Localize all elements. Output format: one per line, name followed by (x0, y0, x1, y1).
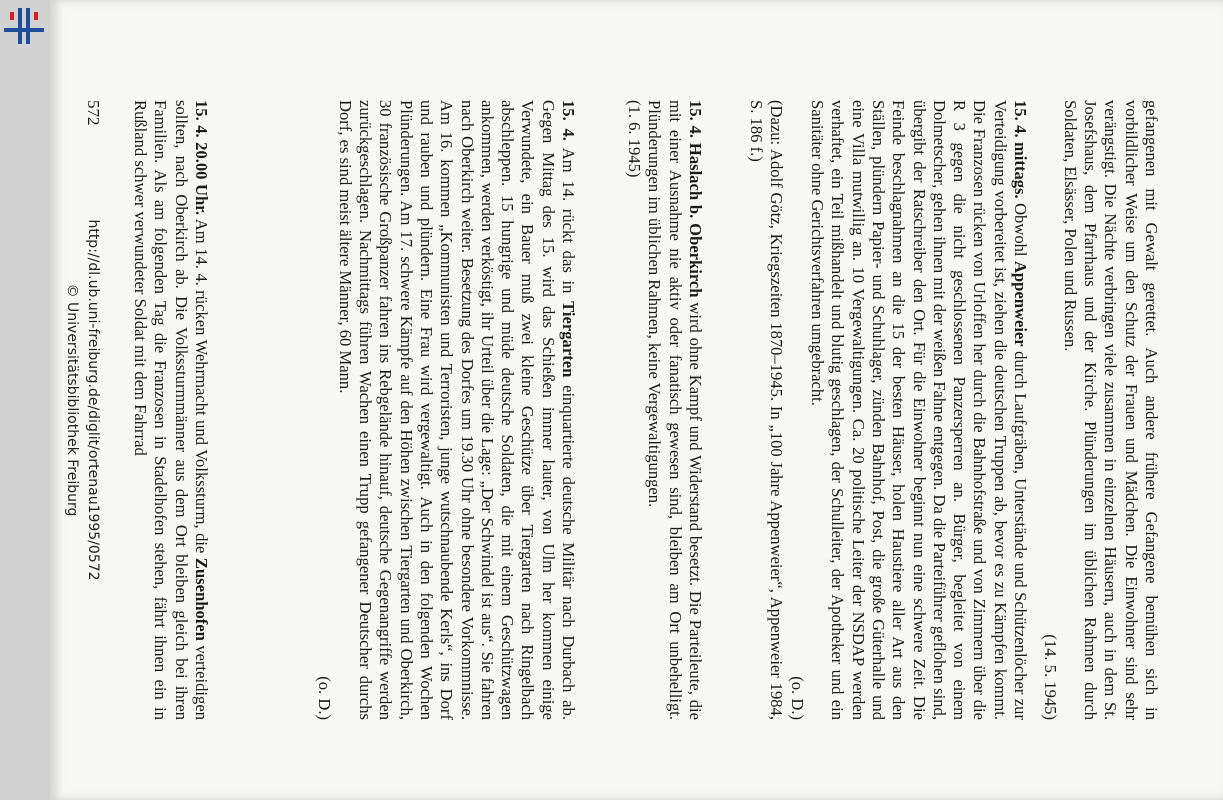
source-date: (o. D.) (315, 676, 335, 720)
place-name: Tiergarten (559, 301, 578, 378)
entry-date: 15. 4. 20.00 Uhr. (192, 100, 211, 216)
source-date: (1. 6. 1945) (625, 100, 645, 178)
place-name: Haslach b. Oberkirch (686, 142, 705, 298)
place-name: Zusenhofen (192, 557, 211, 641)
entry-date: 15. 4. (686, 100, 705, 139)
footer-url[interactable]: http://dl.ub.uni-freiburg.de/diglit/ortenau1995/0572 (85, 219, 101, 581)
document-page (50, 0, 1223, 800)
entry-tiergarten: 15. 4. Am 14. rückt das in Tiergarten einquartierte deutsche Militär nach Durbach ab. Gegen Mittag des 15. wird das Schießen immer lauter, von Ulm her kommen einige Verwundete, ein Bauer muß zwei kleine Geschütze über Tiergarten nach Ringelbach abschleppen. 15 hungrige und müde deutsche Soldaten, die mit einem Geschützwagen ankommen, werden verköstigt, ihr Urteil über die Lage: „Der Schwindel ist aus“. Sie fahren nach Oberkirch weiter. Besetzung des Dorfes um 19.30 Uhr ohne besondere Vorkommnisse. Am 16. kommen „Kommunisten und Terroristen, junge wutschnaubende Kerls“, ins Dorf und rauben und plündern. Eine Frau wird vergewaltigt. Auch in den folgenden Wochen Plünderungen. Am 17. schwere Kämpfe auf den Höhen zwischen Tiergarten und Oberkirch, 30 französische Großpanzer fahren ins Rebgelände hinauf, deutsche Gegenangriffe werden zurückgeschlagen. Nachmittags führen Wachen einen Trupp gefangener Deutscher durchs Dorf, es sind meist ältere Männer, 60 Mann. (o. D.) (315, 100, 578, 720)
source-date: (o. D.) (787, 676, 807, 720)
entry-haslach: 15. 4. Haslach b. Oberkirch wird ohne Kampf und Widerstand besetzt. Die Parteileute, die mit einer Ausnahme nie aktiv oder fanatisch gewesen sind, bleiben am Ort unbehelligt. Plünderungen im üblichen Rahmen, keine Vergewaltigungen. (1. 6. 1945) (625, 100, 705, 720)
entry-date: 15. 4. mittags. (1011, 100, 1030, 199)
reference: (Dazu: Adolf Götz, Kriegszeiten 1870–1945. In „100 Jahre Appenweier“, Appenweier 1984, S. 186 f.) (747, 100, 787, 720)
viewer-sidebar (0, 0, 50, 800)
entry-zusenhofen: 15. 4. 20.00 Uhr. Am 14. 4. rücken Wehrmacht und Volkssturm, die Zusenhofen verteidigen sollten, nach Oberkirch ab. Die Volkssturmmänner aus dem Ort bleiben gleich bei ihren Familien. Als am folgenden Tag die Franzosen in Stadelhofen stehen, fährt ihnen ein in Rußland schwer verwundeter Soldat mit dem Fahrrad (131, 100, 211, 720)
entry-date: 15. 4. (559, 100, 578, 141)
ub-freiburg-logo-icon[interactable] (4, 6, 44, 46)
place-name: Appenweier (1011, 260, 1030, 347)
rotated-page-content (50, 0, 1223, 800)
entry-appenweier: 15. 4. mittags. Obwohl Appenweier durch Laufgräben, Unterstände und Schützenlöcher zur Verteidigung vorbereitet ist, ziehen die deutschen Truppen ab, bevor es zu Kämpfen kommt. Die Franzosen rücken von Urloffen her durch die Bahnhofstraße und von Zimmern über die R 3 gegen die nicht geschlossenen Panzersperren an. Bürger, begleitet von einem Dolmetscher, gehen ihnen mit der weißen Fahne entgegen. Da die Parteiführer geflohen sind, übergibt der Ratschreiber den Ort. Für die Einwohner beginnt nun eine schwere Zeit. Die Feinde beschlagnahmen an die 15 der besten Häuser, holen Haustiere aller Art aus den Ställen, plündern Papier- und Schuhlager, zünden Bahnhof, Post, die große Güterhalle und eine Villa mutwillig an. 10 Vergewaltigungen. Ca. 20 politische Leiter der NSDAP werden verhaftet, ein Teil mißhandelt und blutig geschlagen, der Schulleiter, der Apotheker und ein Sanitäter ohne Gerichtsverfahren umgebracht. (o. D.) (Dazu: Adolf Götz, Kriegszeiten 1870–1945. In „100 Jahre Appenweier“, Appenweier 1984, S. 186 f.) (747, 100, 1030, 720)
footer-copyright: © Universitätsbibliothek Freiburg (64, 283, 80, 517)
page-number: 572 (84, 100, 103, 126)
continuation-paragraph: gefangenen mit Gewalt gerettet. Auch andere frühere Gefangene bemühen sich in vorbildlicher Weise um den Schutz der Frauen und Mädchen. Die Einwohner sind sehr verängstigt. Die Nächte verbringen viele zusammen in einzelnen Häusern, auch in dem St. Josefshaus, dem Pfarrhaus und der Kirche. Plünderungen im üblichen Rahmen durch Soldaten, Elsässer, Polen und Russen. (14. 5. 1945) (1040, 100, 1161, 720)
source-date: (14. 5. 1945) (1040, 634, 1060, 720)
